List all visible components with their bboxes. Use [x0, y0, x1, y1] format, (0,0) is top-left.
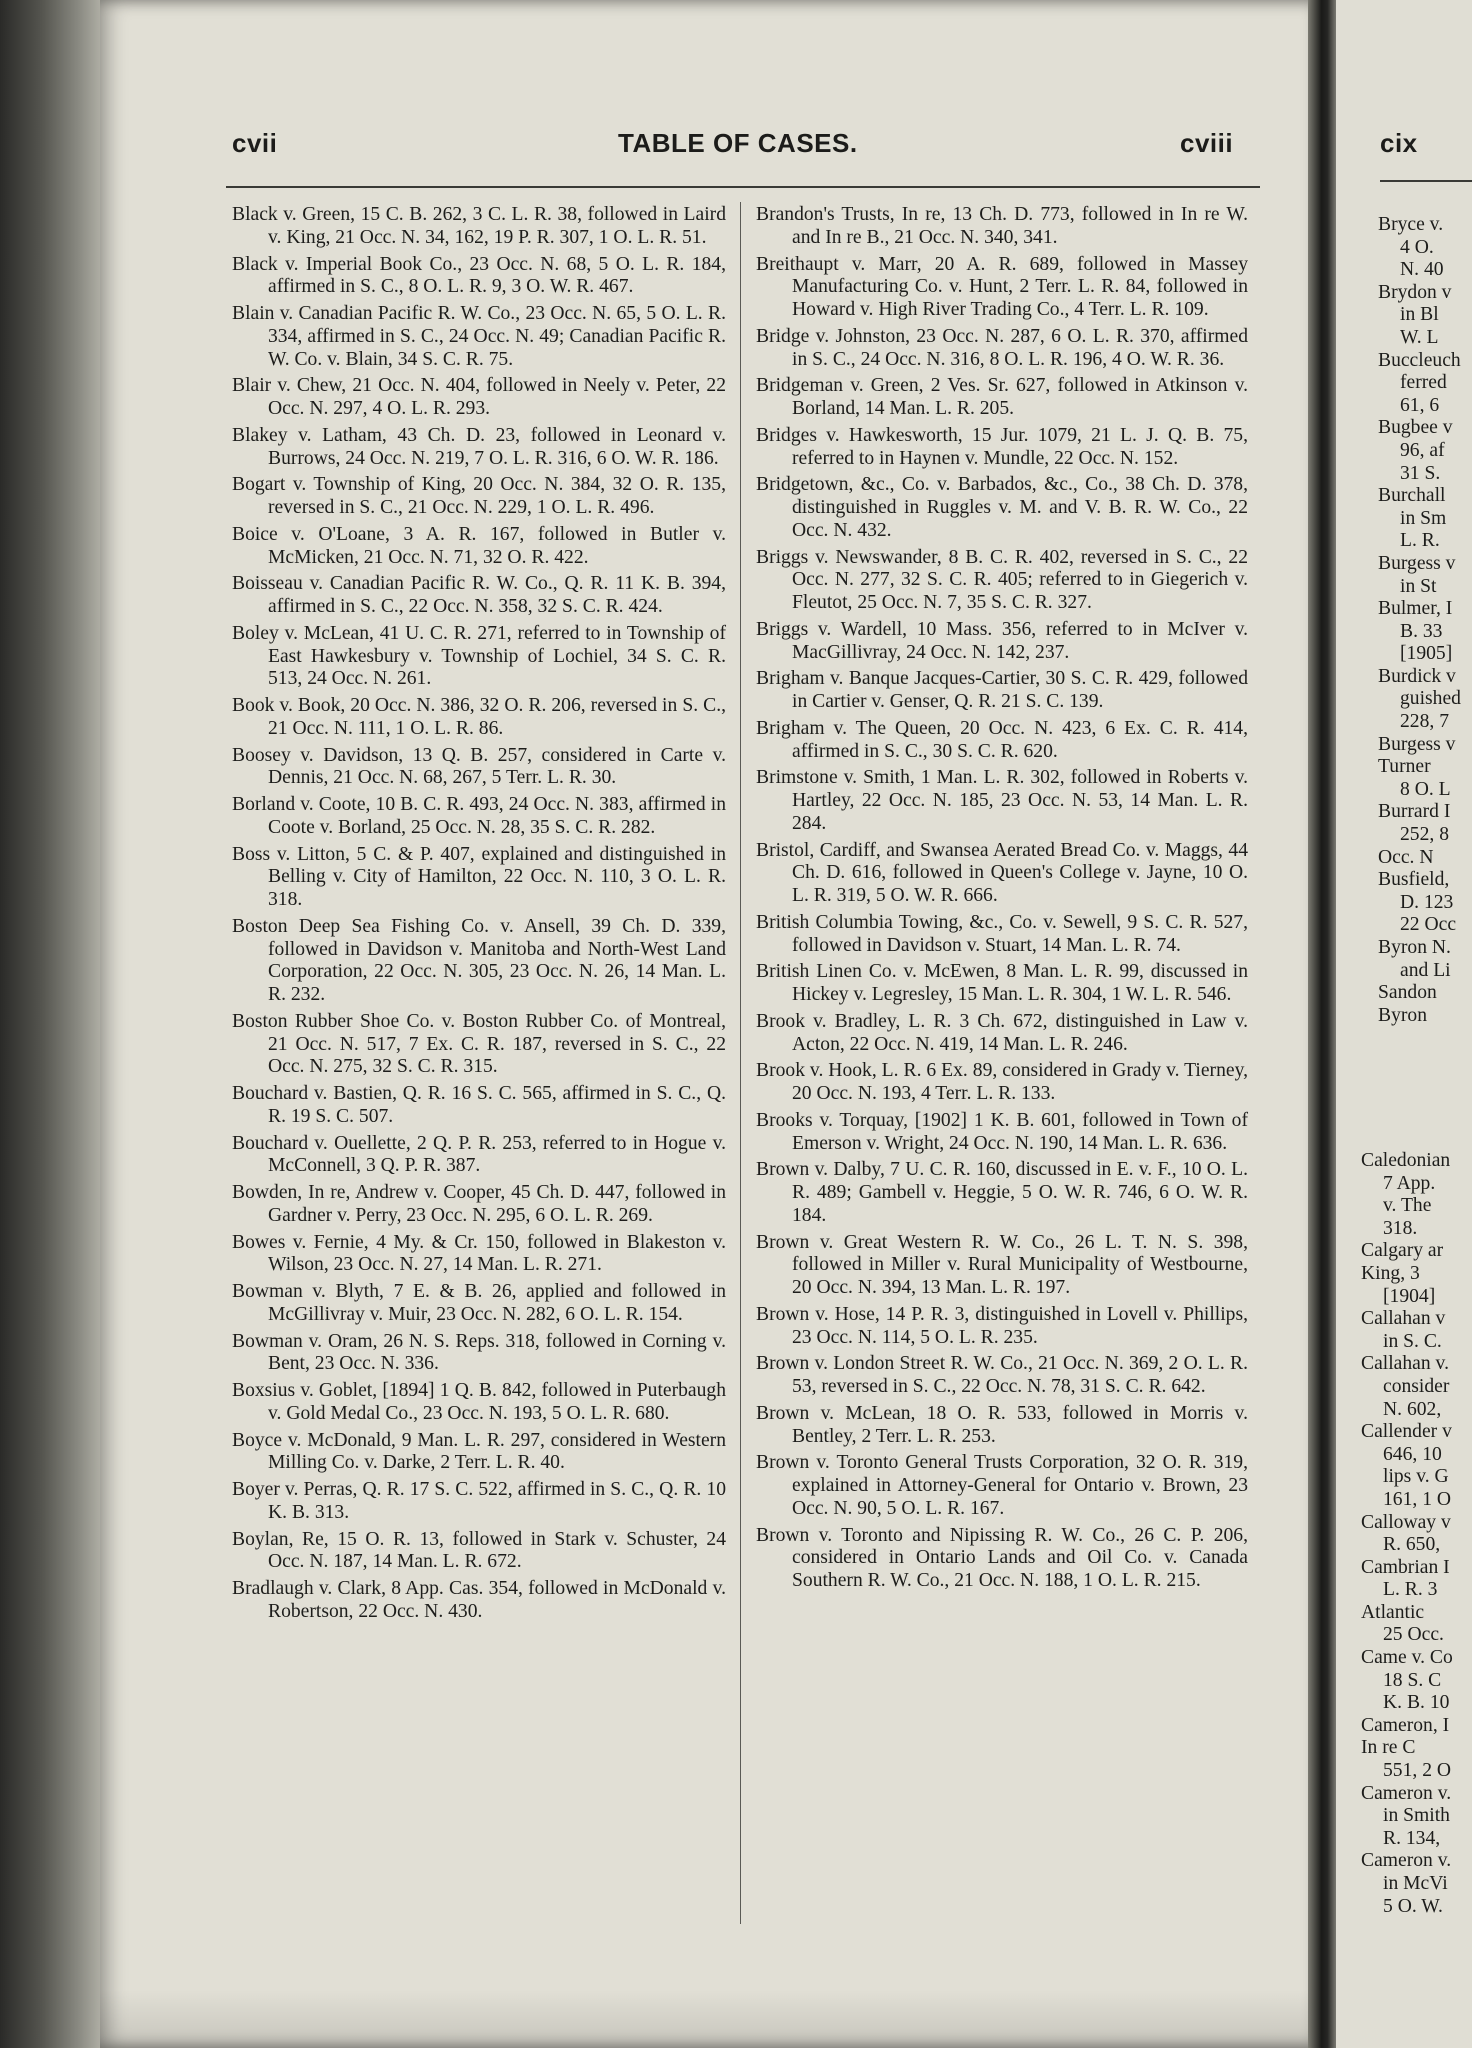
next-page-fragment: 61, 6 [1400, 394, 1440, 416]
next-page-fragment: In re C [1361, 1737, 1416, 1759]
case-entry: Brimstone v. Smith, 1 Man. L. R. 302, followed in Roberts v. Hartley, 22 Occ. N. 185, 23 Occ. N. 53, 14 Man. L. R. 284. [756, 767, 1248, 834]
next-page-fragment: Turner [1378, 756, 1431, 778]
next-page-fragment: 252, 8 [1400, 824, 1449, 846]
case-entry: Boley v. McLean, 41 U. C. R. 271, referred to in Township of East Hawkesbury v. Township of Lochiel, 34 S. C. R. 513, 24 Occ. N. 261. [232, 622, 726, 690]
next-page-fragment: Calgary ar [1361, 1240, 1444, 1262]
next-page-fragment: in St [1400, 575, 1437, 597]
case-entry: Bowman v. Oram, 26 N. S. Reps. 318, followed in Corning v. Bent, 23 Occ. N. 336. [232, 1330, 726, 1375]
next-page-fragment: Cameron, I [1361, 1714, 1450, 1736]
next-page-fragment: in S. C. [1383, 1330, 1442, 1352]
case-entry: Bogart v. Township of King, 20 Occ. N. 384, 32 O. R. 135, reversed in S. C., 21 Occ. N. 229, 1 O. L. R. 496. [232, 474, 726, 518]
case-entry: Brown v. Dalby, 7 U. C. R. 160, discussed in E. v. F., 10 O. L. R. 489; Gambell v. Heggie, 5 O. W. R. 746, 6 O. W. R. 184. [756, 1159, 1248, 1226]
next-page-fragment: lips v. G [1383, 1466, 1449, 1488]
next-page-fragment: 5 O. W. [1383, 1895, 1443, 1917]
column-divider [740, 202, 741, 1924]
next-page-fragment: 318. [1383, 1217, 1418, 1239]
next-page-fragment: and Li [1400, 959, 1451, 981]
next-page-fragment: 551, 2 O [1383, 1760, 1452, 1782]
page-bottom-shade [100, 1990, 1322, 2048]
next-page-fragment: in Bl [1400, 304, 1439, 326]
case-entry: Brigham v. The Queen, 20 Occ. N. 423, 6 Ex. C. R. 414, affirmed in S. C., 30 S. C. R. 620. [756, 717, 1248, 762]
case-entry: Bradlaugh v. Clark, 8 App. Cas. 354, followed in McDonald v. Robertson, 22 Occ. N. 430. [232, 1578, 726, 1622]
next-page-fragment: W. L [1400, 326, 1439, 348]
case-entry: Book v. Book, 20 Occ. N. 386, 32 O. R. 206, reversed in S. C., 21 Occ. N. 111, 1 O. L. R. 86. [232, 695, 726, 739]
next-page-fragment: 8 O. L [1400, 778, 1451, 800]
case-entry: Bowden, In re, Andrew v. Cooper, 45 Ch. D. 447, followed in Gardner v. Perry, 23 Occ. N. 295, 6 O. L. R. 269. [232, 1182, 726, 1226]
case-entry: British Columbia Towing, &c., Co. v. Sewell, 9 S. C. R. 527, followed in Davidson v. Stuart, 14 Man. L. R. 74. [756, 911, 1248, 956]
next-page-fragment: Caledonian [1361, 1150, 1451, 1171]
next-page-fragment: 161, 1 O [1383, 1488, 1452, 1510]
next-page [1336, 0, 1472, 2048]
next-page-fragment: v. The [1383, 1195, 1432, 1217]
next-page-fragments-bottom [1361, 1150, 1472, 1918]
next-page-fragment: [1904] [1383, 1285, 1436, 1307]
case-entry: Bridges v. Hawkesworth, 15 Jur. 1079, 21 L. J. Q. B. 75, referred to in Haynen v. Mundle, 22 Occ. N. 152. [756, 424, 1248, 469]
case-entry: Bowman v. Blyth, 7 E. & B. 26, applied and followed in McGillivray v. Muir, 23 Occ. N. 282, 6 O. L. R. 154. [232, 1281, 726, 1325]
next-page-fragment: Callender v [1361, 1421, 1452, 1443]
case-entry: Boston Deep Sea Fishing Co. v. Ansell, 39 Ch. D. 339, followed in Davidson v. Manitoba and North-West Land Corporation, 22 Occ. N. 305, 23 Occ. N. 26, 14 Man. L. R. 232. [232, 915, 726, 1005]
next-page-fragment: Busfield, [1378, 869, 1450, 891]
next-page-fragment: Callahan v [1361, 1308, 1446, 1330]
case-entry: Breithaupt v. Marr, 20 A. R. 689, followed in Massey Manufacturing Co. v. Hunt, 2 Terr. L. R. 84, followed in Howard v. High River Trading Co., 4 Terr. L. R. 109. [756, 253, 1248, 320]
case-entry: Brown v. McLean, 18 O. R. 533, followed in Morris v. Bentley, 2 Terr. L. R. 253. [756, 1402, 1248, 1447]
next-page-fragment: Cameron v. [1361, 1850, 1452, 1872]
next-page-fragment: Burrard I [1378, 801, 1451, 823]
next-page-fragment: Burchall [1378, 485, 1446, 507]
case-entry: Bouchard v. Ouellette, 2 Q. P. R. 253, referred to in Hogue v. McConnell, 3 Q. P. R. 387. [232, 1132, 726, 1177]
next-page-fragment: in Sm [1400, 507, 1447, 529]
next-page-fragment: D. 123 [1400, 891, 1454, 913]
next-page-fragment: 228, 7 [1400, 711, 1449, 733]
case-entry: Briggs v. Newswander, 8 B. C. R. 402, reversed in S. C., 22 Occ. N. 277, 32 S. C. R. 405; referred to in Giegerich v. Fleutot, 25 Occ. N. 7, 35 S. C. R. 327. [756, 546, 1248, 613]
next-page-fragment: Occ. N [1378, 846, 1434, 868]
case-entry: Black v. Imperial Book Co., 23 Occ. N. 68, 5 O. L. R. 184, affirmed in S. C., 8 O. L. R. 9, 3 O. W. R. 467. [232, 253, 726, 298]
case-entry: Black v. Green, 15 C. B. 262, 3 C. L. R. 38, followed in Laird v. King, 21 Occ. N. 34, 162, 19 P. R. 307, 1 O. L. R. 51. [232, 204, 726, 248]
next-page-fragment: 22 Occ [1400, 914, 1457, 936]
next-page-fragment: Brydon v [1378, 281, 1452, 303]
next-page-fragment: N. 602, [1383, 1398, 1442, 1420]
case-entry: Brown v. London Street R. W. Co., 21 Occ. N. 369, 2 O. L. R. 53, reversed in S. C., 22 Occ. N. 78, 31 S. C. R. 642. [756, 1353, 1248, 1397]
left-page-number: cvii [232, 128, 278, 158]
next-page-fragment: Callahan v. [1361, 1353, 1449, 1375]
case-entry: Brown v. Great Western R. W. Co., 26 L. T. N. S. 398, followed in Miller v. Rural Municipality of Westbourne, 20 Occ. N. 394, 13 Man. L. R. 197. [756, 1231, 1248, 1298]
right-column [756, 204, 1248, 1597]
case-entry: Boxsius v. Goblet, [1894] 1 Q. B. 842, followed in Puterbaugh v. Gold Medal Co., 23 Occ. N. 193, 5 O. L. R. 680. [232, 1380, 726, 1424]
page-gutter [1308, 0, 1338, 2048]
case-entry: Bridgetown, &c., Co. v. Barbados, &c., Co., 38 Ch. D. 378, distinguished in Ruggles v. M. and V. B. R. W. Co., 22 Occ. N. 432. [756, 474, 1248, 541]
next-page-fragment: 18 S. C [1383, 1669, 1442, 1691]
case-entry: Brook v. Hook, L. R. 6 Ex. 89, considered in Grady v. Tierney, 20 Occ. N. 193, 4 Terr. L. R. 133. [756, 1060, 1248, 1104]
next-page-fragment: B. 33 [1400, 620, 1443, 642]
case-entry: Brandon's Trusts, In re, 13 Ch. D. 773, followed in In re W. and In re B., 21 Occ. N. 340, 341. [756, 204, 1248, 248]
case-entry: Boosey v. Davidson, 13 Q. B. 257, considered in Carte v. Dennis, 21 Occ. N. 68, 267, 5 Terr. L. R. 30. [232, 744, 726, 789]
next-page-fragment: Byron [1378, 1004, 1427, 1026]
right-page-number: cviii [1180, 128, 1234, 158]
next-page-fragment: L. R. [1400, 530, 1440, 552]
next-page-fragment: Cambrian I [1361, 1556, 1450, 1578]
left-column [232, 204, 726, 1628]
case-entry: Borland v. Coote, 10 B. C. R. 493, 24 Occ. N. 383, affirmed in Coote v. Borland, 25 Occ. N. 28, 35 S. C. R. 282. [232, 794, 726, 838]
next-page-fragments-top [1378, 214, 1472, 1027]
next-page-fragment: Burdick v [1378, 665, 1456, 687]
next-page-fragment: Burgess v [1378, 733, 1456, 755]
case-entry: Briggs v. Wardell, 10 Mass. 356, referred to in McIver v. MacGillivray, 24 Occ. N. 142, 237. [756, 618, 1248, 663]
case-entry: Boice v. O'Loane, 3 A. R. 167, followed in Butler v. McMicken, 21 Occ. N. 71, 32 O. R. 422. [232, 523, 726, 568]
next-page-fragment: Calloway v [1361, 1511, 1451, 1533]
next-page-fragment: 7 App. [1383, 1172, 1436, 1194]
case-entry: Brown v. Hose, 14 P. R. 3, distinguished in Lovell v. Phillips, 23 Occ. N. 114, 5 O. L. R. 235. [756, 1303, 1248, 1348]
next-page-fragment: Bulmer, I [1378, 598, 1453, 620]
next-page-fragment: 96, af [1400, 439, 1445, 461]
header-rule [226, 186, 1260, 188]
next-page-number: cix [1380, 128, 1418, 158]
next-page-fragment: R. 134, [1383, 1827, 1441, 1849]
case-entry: Brigham v. Banque Jacques-Cartier, 30 S. C. R. 429, followed in Cartier v. Genser, Q. R. 21 S. C. 139. [756, 668, 1248, 712]
next-page-fragment: Byron N. [1378, 937, 1451, 958]
next-page-fragment: Bryce v. [1378, 214, 1444, 235]
next-page-fragment: in Smith [1383, 1805, 1450, 1827]
next-page-fragment: guished [1400, 688, 1461, 710]
case-entry: Boston Rubber Shoe Co. v. Boston Rubber Co. of Montreal, 21 Occ. N. 517, 7 Ex. C. R. 187, reversed in S. C., 22 Occ. N. 275, 32 S. C. R. 315. [232, 1010, 726, 1078]
next-page-fragment: Sandon [1378, 982, 1437, 1004]
next-page-fragment: ferred [1400, 372, 1447, 394]
next-page-fragment: Buccleuch [1378, 349, 1461, 371]
case-entry: Bridge v. Johnston, 23 Occ. N. 287, 6 O. L. R. 370, affirmed in S. C., 24 Occ. N. 316, 8 O. L. R. 196, 4 O. W. R. 36. [756, 325, 1248, 370]
case-entry: Blain v. Canadian Pacific R. W. Co., 23 Occ. N. 65, 5 O. L. R. 334, affirmed in S. C., 24 Occ. N. 49; Canadian Pacific R. W. Co. v. Blain, 34 S. C. R. 75. [232, 303, 726, 370]
next-page-fragment: 4 O. [1400, 236, 1434, 258]
next-page-fragment: Bugbee v [1378, 417, 1453, 439]
next-page-rule [1380, 180, 1472, 182]
case-entry: Bowes v. Fernie, 4 My. & Cr. 150, followed in Blakeston v. Wilson, 23 Occ. N. 27, 14 Man. L. R. 271. [232, 1231, 726, 1276]
case-entry: Blair v. Chew, 21 Occ. N. 404, followed in Neely v. Peter, 22 Occ. N. 297, 4 O. L. R. 293. [232, 375, 726, 419]
case-entry: Brown v. Toronto and Nipissing R. W. Co., 26 C. P. 206, considered in Ontario Lands and Oil Co. v. Canada Southern R. W. Co., 21 Occ. N. 188, 1 O. L. R. 215. [756, 1524, 1248, 1591]
next-page-fragment: K. B. 10 [1383, 1692, 1450, 1714]
next-page-fragment: Burgess v [1378, 552, 1456, 574]
case-entry: Boyce v. McDonald, 9 Man. L. R. 297, considered in Western Milling Co. v. Darke, 2 Terr. L. R. 40. [232, 1429, 726, 1474]
next-page-fragment: R. 650, [1383, 1534, 1441, 1556]
case-entry: Bridgeman v. Green, 2 Ves. Sr. 627, followed in Atkinson v. Borland, 14 Man. L. R. 205. [756, 375, 1248, 419]
case-entry: Blakey v. Latham, 43 Ch. D. 23, followed in Leonard v. Burrows, 24 Occ. N. 219, 7 O. L. R. 316, 6 O. W. R. 186. [232, 424, 726, 469]
next-page-fragment: Came v. Co [1361, 1647, 1453, 1669]
case-entry: Brooks v. Torquay, [1902] 1 K. B. 601, followed in Town of Emerson v. Wright, 24 Occ. N. 190, 14 Man. L. R. 636. [756, 1109, 1248, 1154]
case-entry: Boisseau v. Canadian Pacific R. W. Co., Q. R. 11 K. B. 394, affirmed in S. C., 22 Occ. N. 358, 32 S. C. R. 424. [232, 573, 726, 617]
case-entry: Bristol, Cardiff, and Swansea Aerated Bread Co. v. Maggs, 44 Ch. D. 616, followed in Queen's College v. Jayne, 10 O. L. R. 319, 5 O. W. R. 666. [756, 839, 1248, 906]
next-page-fragment: King, 3 [1361, 1262, 1420, 1284]
case-entry: Boss v. Litton, 5 C. & P. 407, explained and distinguished in Belling v. City of Hamilton, 22 Occ. N. 110, 3 O. L. R. 318. [232, 843, 726, 910]
next-page-fragment: 646, 10 [1383, 1443, 1442, 1465]
case-entry: Boylan, Re, 15 O. R. 13, followed in Stark v. Schuster, 24 Occ. N. 187, 14 Man. L. R. 672. [232, 1528, 726, 1573]
case-entry: Boyer v. Perras, Q. R. 17 S. C. 522, affirmed in S. C., Q. R. 10 K. B. 313. [232, 1479, 726, 1523]
case-entry: Bouchard v. Bastien, Q. R. 16 S. C. 565, affirmed in S. C., Q. R. 19 S. C. 507. [232, 1083, 726, 1127]
case-entry: Brook v. Bradley, L. R. 3 Ch. 672, distinguished in Law v. Acton, 22 Occ. N. 419, 14 Man. L. R. 246. [756, 1010, 1248, 1055]
next-page-fragment: 31 S. [1400, 462, 1441, 484]
next-page-fragment: consider [1383, 1375, 1450, 1397]
book-binding [0, 0, 105, 2048]
next-page-fragment: [1905] [1400, 643, 1453, 665]
next-page-fragment: in McVi [1383, 1873, 1448, 1894]
next-page-fragment: L. R. 3 [1383, 1579, 1438, 1601]
case-entry: British Linen Co. v. McEwen, 8 Man. L. R. 99, discussed in Hickey v. Legresley, 15 Man. L. R. 304, 1 W. L. R. 546. [756, 961, 1248, 1005]
running-title: TABLE OF CASES. [618, 128, 858, 158]
next-page-fragment: N. 40 [1400, 259, 1444, 281]
case-entry: Brown v. Toronto General Trusts Corporation, 32 O. R. 319, explained in Attorney-General for Ontario v. Brown, 23 Occ. N. 90, 5 O. L. R. 167. [756, 1452, 1248, 1519]
next-page-fragment: 25 Occ. [1383, 1624, 1444, 1646]
next-page-fragment: Cameron v. [1361, 1782, 1452, 1804]
next-page-fragment: Atlantic [1361, 1601, 1425, 1623]
